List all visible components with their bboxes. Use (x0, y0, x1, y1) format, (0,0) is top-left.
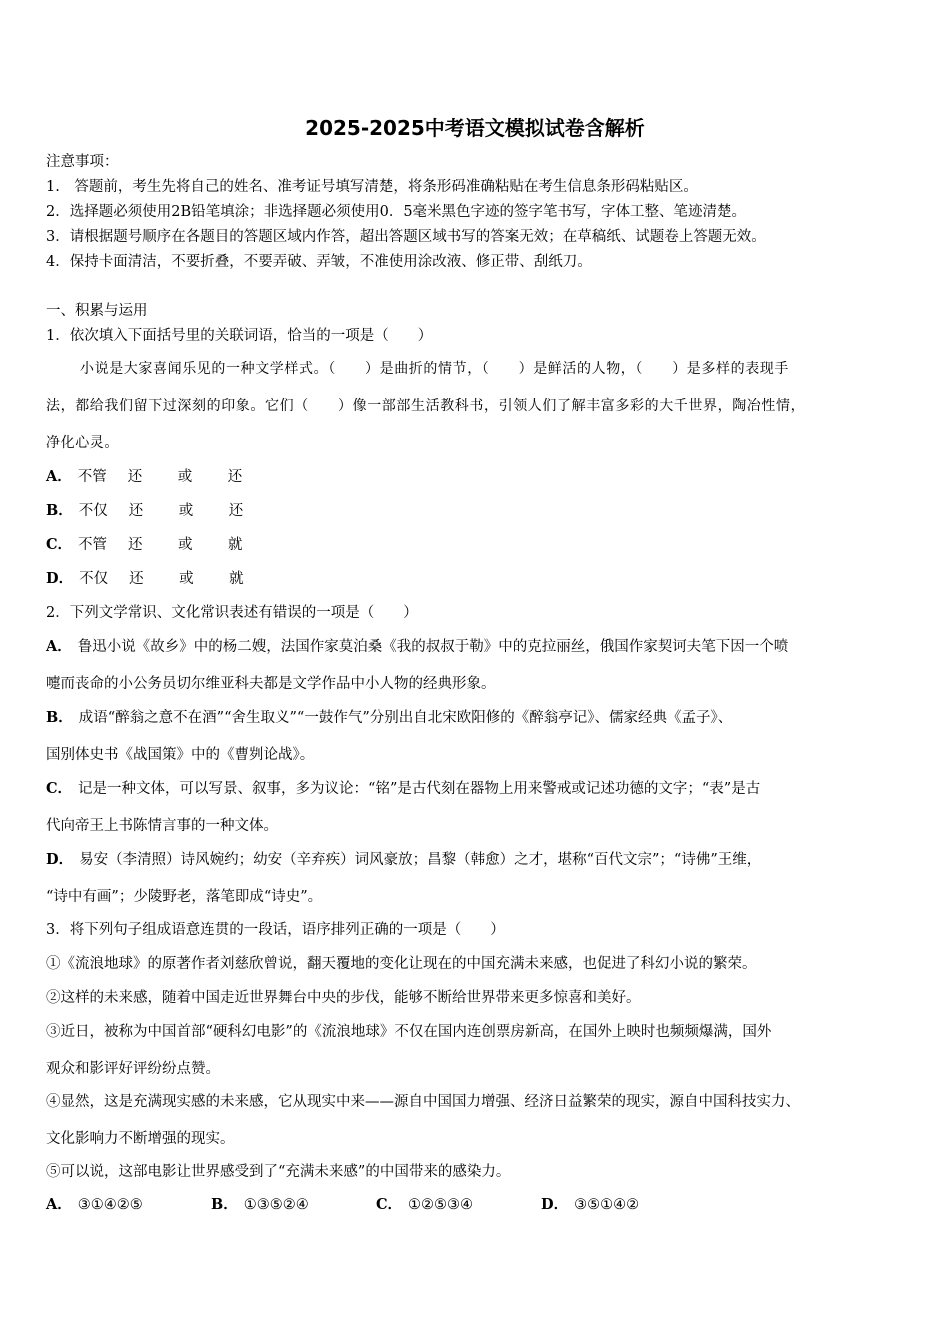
option-word: 或 (177, 469, 193, 485)
option-word: 不管 (77, 469, 107, 485)
option-letter: D． (46, 851, 74, 868)
page-title: 2025-2025中考语文模拟试卷含解析 (305, 116, 645, 140)
option-word: 还 (227, 469, 243, 485)
notice-item-2: 2．选择题必须使用2B铅笔填涂；非选择题必须使用0．5毫米黑色字迹的签字笔书写，字体工整、笔迹清楚。 (46, 204, 747, 220)
option-text: ③①④②⑤ (77, 1197, 143, 1213)
option-word: 还 (228, 503, 244, 519)
notice-item-1: 1. 答题前，考生先将自己的姓名、准考证号填写清楚，将条形码准确粘贴在考生信息条形码粘贴区。 (46, 179, 698, 195)
option-text: 成语“醉翁之意不在酒”“舍生取义”“一鼓作气”分别出自北宋欧阳修的《醉翁亭记》、儒家经典《孟子》、 (78, 710, 733, 726)
option-word: 还 (128, 503, 144, 519)
question-1-passage-line-3: 净化心灵。 (46, 435, 119, 451)
option-word: 不仅 (78, 503, 108, 519)
question-1-option-d[interactable] (46, 569, 279, 589)
question-3-option-c[interactable] (376, 1195, 541, 1215)
question-2-option-b-continued: 国别体史书《战国策》中的《曹刿论战》。 (46, 747, 315, 763)
option-word: 还 (127, 469, 143, 485)
option-word: 还 (129, 571, 144, 587)
option-word: 或 (179, 571, 194, 587)
option-text: 鲁迅小说《故乡》中的杨二嫂，法国作家莫泊桑《我的叔叔于勒》中的克拉丽丝，俄国作家契诃夫笔下因一个喷 (77, 639, 789, 655)
question-2-option-d-continued: “诗中有画”；少陵野老，落笔即成“诗史”。 (46, 889, 323, 905)
option-letter: A． (46, 638, 72, 655)
option-letter: B． (211, 1196, 238, 1213)
question-3-sentence-2: ②这样的未来感，随着中国走近世界舞台中央的步伐，能够不断给世界带来更多惊喜和美好。 (46, 990, 641, 1006)
option-letter: A． (46, 468, 72, 485)
option-text: 记是一种文体，可以写景、叙事，多为议论：“铭”是古代刻在器物上用来警戒或记述功德的文字；“表”是古 (78, 781, 761, 797)
option-text: ③⑤①④② (574, 1197, 640, 1213)
question-3-sentence-4-continued: 文化影响力不断增强的现实。 (46, 1131, 235, 1147)
question-2-option-c[interactable] (46, 779, 760, 799)
question-3-option-a[interactable] (46, 1195, 211, 1215)
option-text: ①②⑤③④ (408, 1197, 474, 1213)
option-word: 不仅 (79, 571, 109, 587)
question-2-option-a[interactable] (46, 637, 788, 657)
question-1-stem: 1．依次填入下面括号里的关联词语，恰当的一项是（ ） (46, 328, 433, 344)
section-heading: 一、积累与运用 (46, 303, 148, 319)
option-word: 或 (178, 537, 193, 553)
option-letter: C． (376, 1196, 403, 1213)
option-text: ①③⑤②④ (243, 1197, 309, 1213)
option-word: 还 (128, 537, 143, 553)
option-letter: C． (46, 536, 73, 553)
question-2-option-d[interactable] (46, 850, 761, 870)
question-1-option-a[interactable] (46, 467, 278, 487)
option-word: 就 (229, 571, 244, 587)
question-3-options (46, 1195, 706, 1215)
option-letter: B． (46, 709, 73, 726)
option-text: 易安（李清照）诗风婉约；幼安（辛弃疾）词风豪放；昌黎（韩愈）之才，堪称“百代文宗”；“诗佛”王维， (79, 852, 762, 868)
question-2-stem: 2．下列文学常识、文化常识表述有错误的一项是（ ） (46, 605, 418, 621)
question-2-option-b[interactable] (46, 708, 732, 728)
option-letter: D． (46, 570, 74, 587)
question-2-option-a-continued: 嚏而丧命的小公务员切尔维亚科夫都是文学作品中小人物的经典形象。 (46, 676, 496, 692)
option-word: 不管 (78, 537, 108, 553)
question-1-option-b[interactable] (46, 501, 279, 521)
question-1-passage-line-1: 小说是大家喜闻乐见的一种文学样式。（ ）是曲折的情节，（ ）是鲜活的人物，（ ）是多样的表现手 (80, 361, 789, 377)
question-3-sentence-3-continued: 观众和影评好评纷纷点赞。 (46, 1061, 220, 1077)
question-3-stem: 3．将下列句子组成语意连贯的一段话，语序排列正确的一项是（ ） (46, 922, 505, 938)
question-3-sentence-1: ①《流浪地球》的原著作者刘慈欣曾说，翻天覆地的变化让现在的中国充满未来感，也促进了科幻小说的繁荣。 (46, 956, 757, 972)
option-word: 就 (228, 537, 243, 553)
question-3-option-d[interactable] (541, 1195, 706, 1215)
question-2-option-c-continued: 代向帝王上书陈情言事的一种文体。 (46, 818, 278, 834)
option-letter: C． (46, 780, 73, 797)
option-letter: A． (46, 1196, 72, 1213)
question-3-sentence-5: ⑤可以说，这部电影让世界感受到了“充满未来感”的中国带来的感染力。 (46, 1164, 511, 1180)
option-letter: D． (541, 1196, 569, 1213)
notice-heading: 注意事项： (46, 154, 119, 170)
notice-item-4: 4．保持卡面清洁，不要折叠，不要弄破、弄皱，不准使用涂改液、修正带、刮纸刀。 (46, 254, 592, 270)
question-3-sentence-4: ④显然，这是充满现实感的未来感，它从现实中来——源自中国国力增强、经济日益繁荣的现实，源自中国科技实力、 (46, 1094, 800, 1110)
notice-item-3: 3．请根据题号顺序在各题目的答题区域内作答，超出答题区域书写的答案无效；在草稿纸、试题卷上答题无效。 (46, 229, 766, 245)
question-3-option-b[interactable] (211, 1195, 376, 1215)
question-1-passage-line-2: 法，都给我们留下过深刻的印象。它们（ ）像一部部生活教科书，引领人们了解丰富多彩的大千世界，陶冶性情， (46, 398, 806, 414)
option-letter: B． (46, 502, 73, 519)
question-3-sentence-3: ③近日，被称为中国首部“硬科幻电影”的《流浪地球》不仅在国内连创票房新高，在国外上映时也频频爆满，国外 (46, 1024, 772, 1040)
option-word: 或 (178, 503, 194, 519)
question-1-option-c[interactable] (46, 535, 278, 555)
